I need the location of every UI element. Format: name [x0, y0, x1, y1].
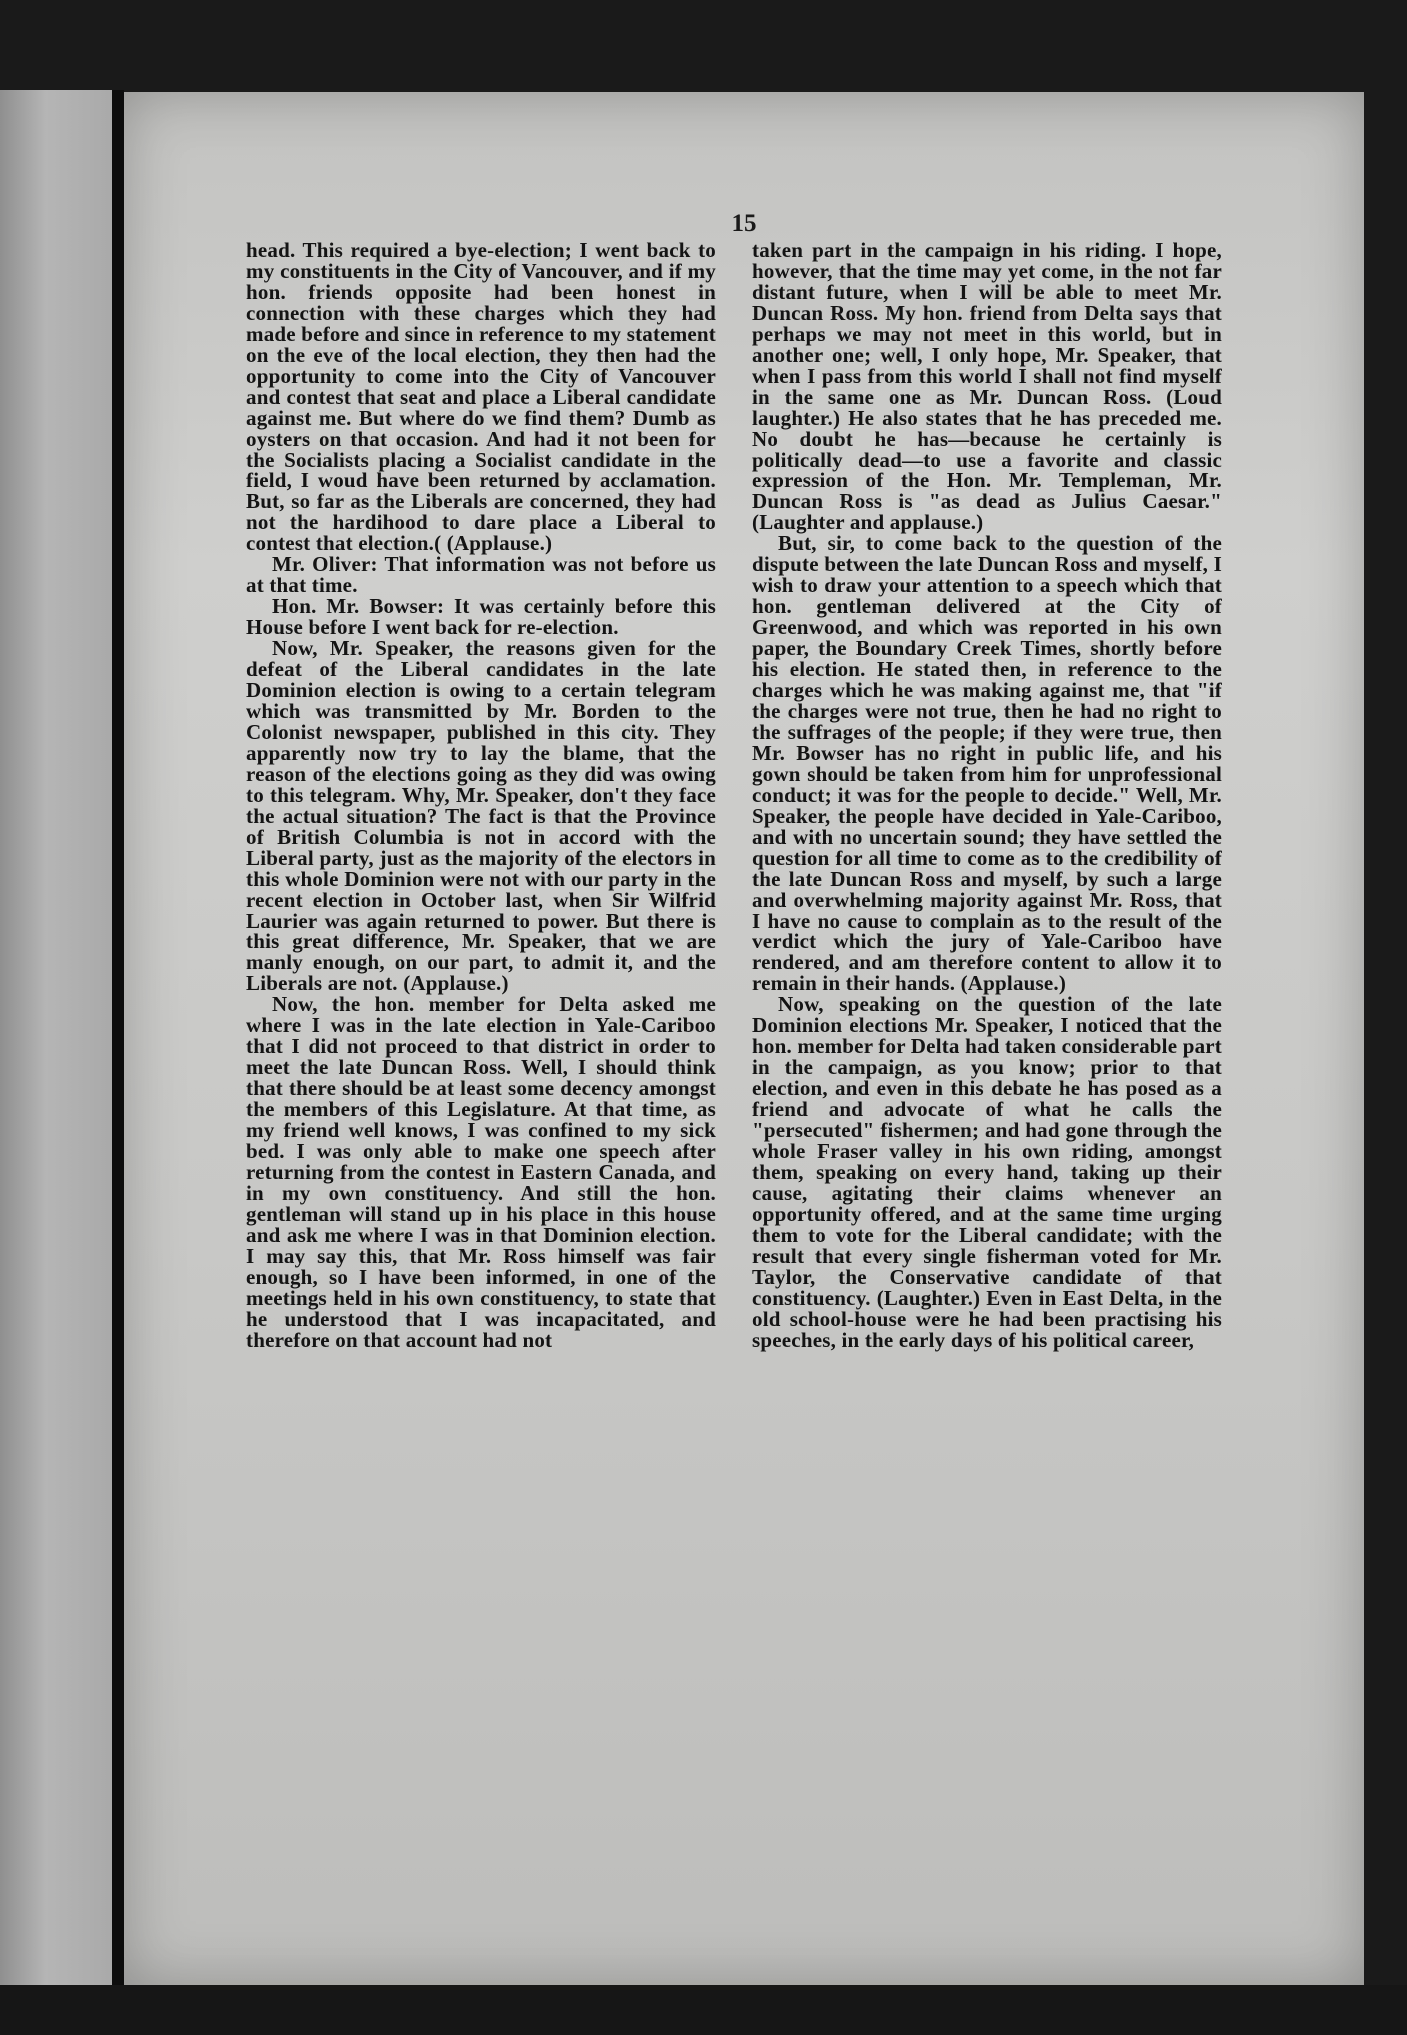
paragraph: taken part in the campaign in his riding. I hope, however, that the time may yet come, in the not far distant future, when I will be able to meet Mr. Duncan Ross. My hon. friend from Delta says that perhaps we may not meet in this world, but in another one; well, I only hope, Mr. Speaker, that when I pass from this world I shall not find myself in the same one as Mr. Duncan Ross. (Loud laughter.) He also states that he has preceded me. No doubt he has—because he certainly is politically dead—to use a favorite and classic expression of the Hon. Mr. Templeman, Mr. Duncan Ross is "as dead as Julius Caesar." (Laughter and applause.)	[752, 238, 1222, 535]
paragraph: Now, the hon. member for Delta asked me where I was in the late election in Yale-Cariboo that I did not proceed to that district in order to meet the late Duncan Ross. Well, I should think that there should be at least some decency amongst the members of this Legislature. At that time, as my friend well knows, I was confined to my sick bed. I was only able to make one speech after returning from the contest in Eastern Canada, and in my own constituency. And still the hon. gentleman will stand up in his place in this house and ask me where I was in that Dominion election. I may say this, that Mr. Ross himself was fair enough, so I have been informed, in one of the meetings held in his own constituency, to state that he understood that I was incapacitated, and therefore on that account had not	[246, 992, 716, 1352]
document-page	[124, 92, 1364, 1987]
paragraph: Hon. Mr. Bowser: It was certainly before this House before I went back for re-election.	[246, 594, 716, 640]
left-text-column	[246, 240, 716, 1351]
adjacent-page-edge	[0, 90, 115, 1985]
paragraph: head. This required a bye-election; I went back to my constituents in the City of Vancouver, and if my hon. friends opposite had been honest in connection with these charges which they had made before and since in reference to my statement on the eve of the local election, they then had the opportunity to come into the City of Vancouver and contest that seat and place a Liberal candidate against me. But where do we find them? Dumb as oysters on that occasion. And had it not been for the Socialists placing a Socialist candidate in the field, I woud have been returned by acclamation. But, so far as the Liberals are concerned, they had not the hardihood to dare place a Liberal to contest that election.( (Applause.)	[246, 238, 716, 556]
scan-border-bottom	[0, 1985, 1407, 2035]
paragraph: Now, Mr. Speaker, the reasons given for the defeat of the Liberal candidates in the late Dominion election is owing to a certain telegram which was transmitted by Mr. Borden to the Colonist newspaper, published in this city. They apparently now try to lay the blame, that the reason of the elections going as they did was owing to this telegram. Why, Mr. Speaker, don't they face the actual situation? The fact is that the Province of British Columbia is not in accord with the Liberal party, just as the majority of the electors in this whole Dominion were not with our party in the recent election in October last, when Sir Wilfrid Laurier was again returned to power. But there is this great difference, Mr. Speaker, that we are manly enough, on our part, to admit it, and the Liberals are not. (Applause.)	[246, 636, 716, 996]
page-gutter-shadow	[112, 90, 124, 1985]
paragraph: But, sir, to come back to the question of the dispute between the late Duncan Ross and myself, I wish to draw your attention to a speech which that hon. gentleman delivered at the City of Greenwood, and which was reported in his own paper, the Boundary Creek Times, shortly before his election. He stated then, in reference to the charges which he was making against me, that "if the charges were not true, then he had no right to the suffrages of the people; if they were true, then Mr. Bowser has no right in public life, and his gown should be taken from him for unprofessional conduct; it was for the people to decide." Well, Mr. Speaker, the people have decided in Yale-Cariboo, and with no uncertain sound; they have settled the question for all time to come as to the credibility of the late Duncan Ross and myself, by such a large and overwhelming majority against Mr. Ross, that I have no cause to complain as to the result of the verdict which the jury of Yale-Cariboo have rendered, and am therefore content to allow it to remain in their hands. (Applause.)	[752, 531, 1222, 996]
paragraph: Mr. Oliver: That information was not before us at that time.	[246, 552, 716, 598]
paragraph: Now, speaking on the question of the late Dominion elections Mr. Speaker, I noticed that the hon. member for Delta had taken considerable part in the campaign, as you know; prior to that election, and even in this debate he has posed as a friend and advocate of what he calls the "persecuted" fishermen; and had gone through the whole Fraser valley in his own riding, amongst them, speaking on every hand, taking up their cause, agitating their claims whenever an opportunity offered, and at the same time urging them to vote for the Liberal candidate; with the result that every single fisherman voted for Mr. Taylor, the Conservative candidate of that constituency. (Laughter.) Even in East Delta, in the old school-house were he had been practising his speeches, in the early days of his political career,	[752, 992, 1222, 1352]
page-number: 15	[731, 210, 757, 237]
right-text-column	[752, 240, 1222, 1351]
